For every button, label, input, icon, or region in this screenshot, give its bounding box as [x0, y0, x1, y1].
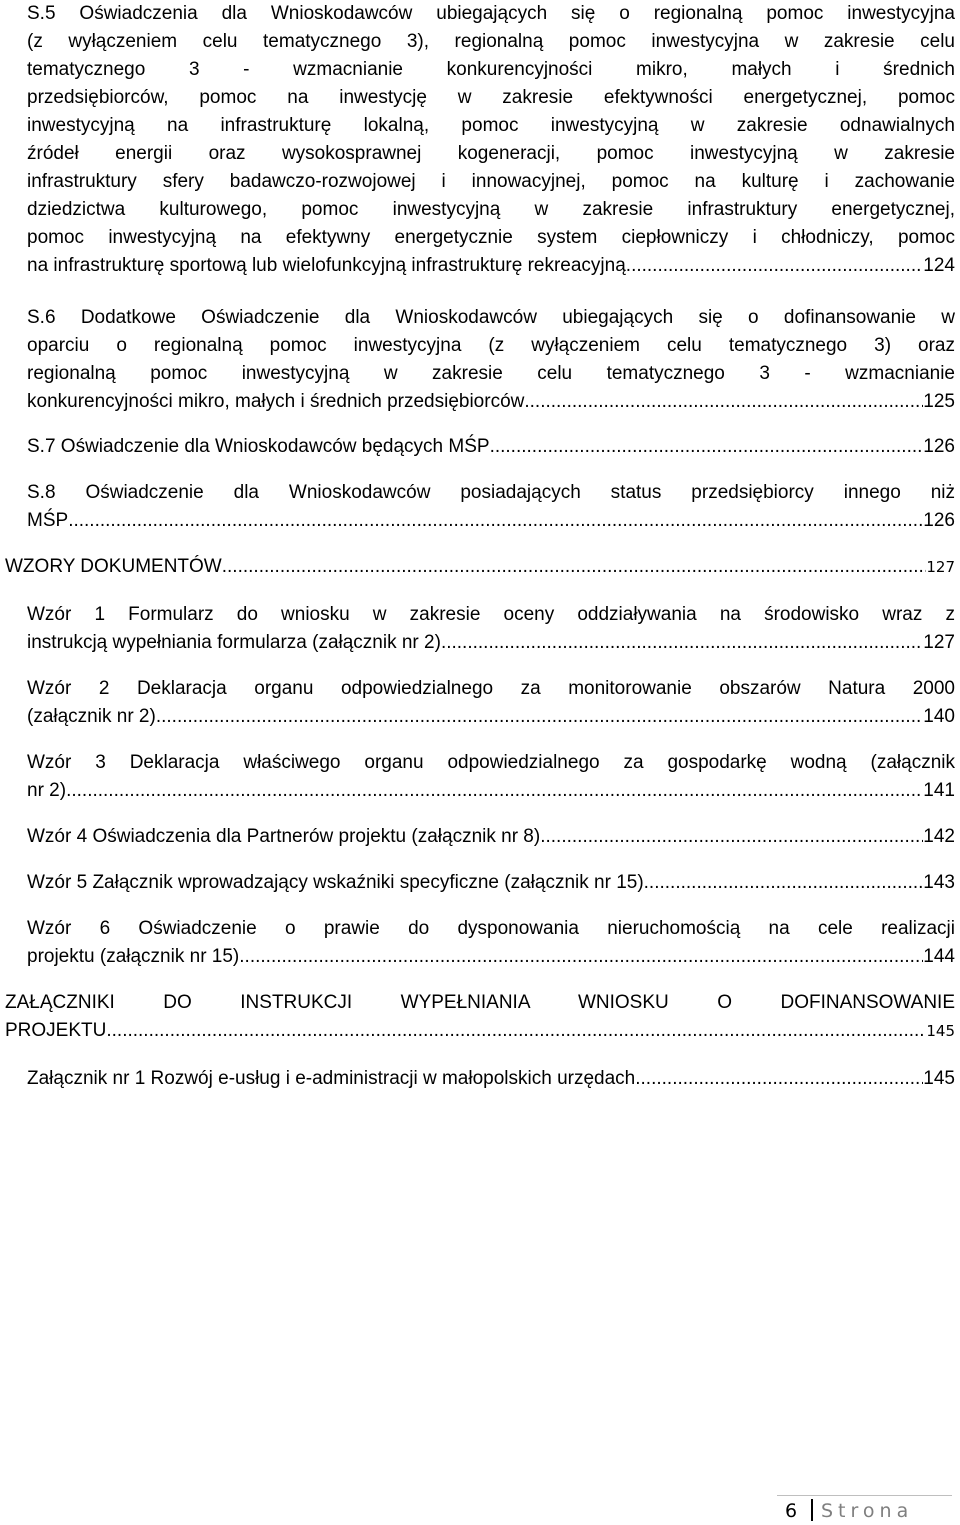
toc-entry-wzory[interactable] — [5, 553, 955, 581]
toc-line: źródeł energii oraz wysokosprawnej kogeneracji, pomoc inwestycyjną w zakresie — [27, 143, 955, 164]
toc-entry-wzor-6[interactable] — [27, 915, 955, 971]
toc-leader-line — [27, 777, 955, 805]
toc-line: projektu (załącznik nr 15) — [27, 946, 240, 967]
toc-entry-s6[interactable] — [27, 304, 955, 416]
toc-line: Wzór 5 Załącznik wprowadzający wskaźniki specyficzne (załącznik nr 15) — [27, 872, 644, 893]
toc-line: Wzór 2 Deklaracja organu odpowiedzialnego za monitorowanie obszarów Natura 2000 — [27, 678, 955, 699]
toc-page-number: 140 — [923, 706, 955, 727]
toc-page-number: 127 — [926, 558, 955, 576]
toc-line: nr 2) — [27, 780, 67, 801]
toc-line: Wzór 6 Oświadczenie o prawie do dysponowania nieruchomością na cele realizacji — [27, 918, 955, 939]
toc-line: przedsiębiorców, pomoc na inwestycję w zakresie efektywności energetycznej, pomoc — [27, 87, 955, 108]
toc-line: dziedzictwa kulturowego, pomoc inwestycyjną w zakresie infrastruktury energetycznej, — [27, 199, 955, 220]
toc-entry-wzor-4[interactable] — [27, 823, 955, 851]
dot-leader — [106, 1017, 926, 1045]
toc-line: infrastruktury sfery badawczo-rozwojowej i innowacyjnej, pomoc na kulturę i zachowanie — [27, 171, 955, 192]
dot-leader — [631, 252, 923, 280]
toc-entry-wzor-5[interactable] — [27, 869, 955, 897]
toc-line: MŚP — [27, 510, 69, 531]
toc-leader-line — [27, 823, 955, 851]
toc-line: Wzór 4 Oświadczenia dla Partnerów projektu (załącznik nr 8) — [27, 826, 541, 847]
toc-entry-zalaczniki[interactable] — [5, 989, 955, 1045]
dot-leader — [239, 943, 923, 971]
toc-page-number: 145 — [923, 1068, 955, 1089]
toc-leader-line — [27, 388, 955, 416]
toc-page-number: 126 — [923, 436, 955, 457]
footer-separator — [811, 1499, 813, 1521]
toc-page-number: 141 — [923, 780, 955, 801]
toc-leader-line — [5, 1017, 955, 1045]
footer-rule — [777, 1495, 952, 1496]
toc-leader-line — [27, 869, 955, 897]
toc-line: regionalną pomoc inwestycyjną w zakresie celu tematycznego 3 - wzmacnianie — [27, 363, 955, 384]
toc-entry-wzor-2[interactable] — [27, 675, 955, 731]
toc-line: (załącznik nr 2) — [27, 706, 156, 727]
toc-entry-wzor-1[interactable] — [27, 601, 955, 657]
toc-line: Wzór 1 Formularz do wniosku w zakresie oceny oddziaływania na środowisko wraz z — [27, 604, 955, 625]
toc-leader-line — [27, 629, 955, 657]
toc-line: ZAŁĄCZNIKI DO INSTRUKCJI WYPEŁNIANIA WNIOSKU O DOFINANSOWANIE — [5, 992, 955, 1013]
toc-leader-line — [27, 252, 955, 280]
toc-line: S.7 Oświadczenie dla Wnioskodawców będących MŚP — [27, 436, 490, 457]
dot-leader — [490, 433, 924, 461]
toc-line: S.5 Oświadczenia dla Wnioskodawców ubiegających się o regionalną pomoc inwestycyjna — [27, 3, 955, 24]
footer-label: Strona — [821, 1500, 914, 1522]
toc-leader-line — [27, 943, 955, 971]
toc-page-number: 127 — [923, 632, 955, 653]
toc-line: tematycznego 3 - wzmacnianie konkurencyjności mikro, małych i średnich — [27, 59, 955, 80]
dot-leader — [66, 777, 923, 805]
dot-leader — [68, 507, 923, 535]
toc-leader-line — [27, 433, 955, 461]
toc-entry-wzor-3[interactable] — [27, 749, 955, 805]
toc-line: Wzór 3 Deklaracja właściwego organu odpowiedzialnego za gospodarkę wodną (załącznik — [27, 752, 955, 773]
toc-line: na infrastrukturę sportową lub wielofunkcyjną infrastrukturę rekreacyjną. — [27, 255, 632, 276]
toc-line: (z wyłączeniem celu tematycznego 3), regionalną pomoc inwestycyjna w zakresie celu — [27, 31, 955, 52]
toc-line: PROJEKTU — [5, 1020, 107, 1041]
toc-page-number: 142 — [923, 826, 955, 847]
toc-page-number: 145 — [926, 1022, 955, 1040]
toc-line: pomoc inwestycyjną na efektywny energetycznie system ciepłowniczy i chłodniczy, pomoc — [27, 227, 955, 248]
dot-leader — [635, 1065, 923, 1093]
toc-line: S.6 Dodatkowe Oświadczenie dla Wnioskodawców ubiegających się o dofinansowanie w — [27, 307, 955, 328]
dot-leader — [441, 629, 923, 657]
toc-line: Załącznik nr 1 Rozwój e-usług i e-administracji w małopolskich urzędach — [27, 1068, 636, 1089]
toc-leader-line — [27, 507, 955, 535]
dot-leader — [156, 703, 923, 731]
toc-entry-s7[interactable] — [27, 433, 955, 461]
footer-page-number: 6 — [785, 1500, 798, 1522]
toc-line: instrukcją wypełniania formularza (załącznik nr 2) — [27, 632, 441, 653]
dot-leader — [524, 388, 923, 416]
toc-line: S.8 Oświadczenie dla Wnioskodawców posiadających status przedsiębiorcy innego niż — [27, 482, 955, 503]
toc-page-number: 126 — [923, 510, 955, 531]
toc-page-number: 124 — [923, 255, 955, 276]
toc-line: inwestycyjną na infrastrukturę lokalną, pomoc inwestycyjną w zakresie odnawialnych — [27, 115, 955, 136]
toc-entry-zalacznik-1[interactable] — [27, 1065, 955, 1093]
dot-leader — [644, 869, 924, 897]
toc-entry-s8[interactable] — [27, 479, 955, 535]
toc-entry-s5[interactable] — [27, 0, 955, 280]
toc-line: konkurencyjności mikro, małych i średnich przedsiębiorców — [27, 391, 525, 412]
toc-line: oparciu o regionalną pomoc inwestycyjna (z wyłączeniem celu tematycznego 3) oraz — [27, 335, 955, 356]
toc-page-number: 125 — [923, 391, 955, 412]
dot-leader — [222, 553, 927, 581]
dot-leader — [540, 823, 923, 851]
toc-page-number: 144 — [923, 946, 955, 967]
page-footer — [777, 1495, 952, 1525]
toc-line: WZORY DOKUMENTÓW — [5, 556, 222, 577]
toc-page-number: 143 — [923, 872, 955, 893]
toc-leader-line — [5, 553, 955, 581]
toc-leader-line — [27, 1065, 955, 1093]
toc-leader-line — [27, 703, 955, 731]
